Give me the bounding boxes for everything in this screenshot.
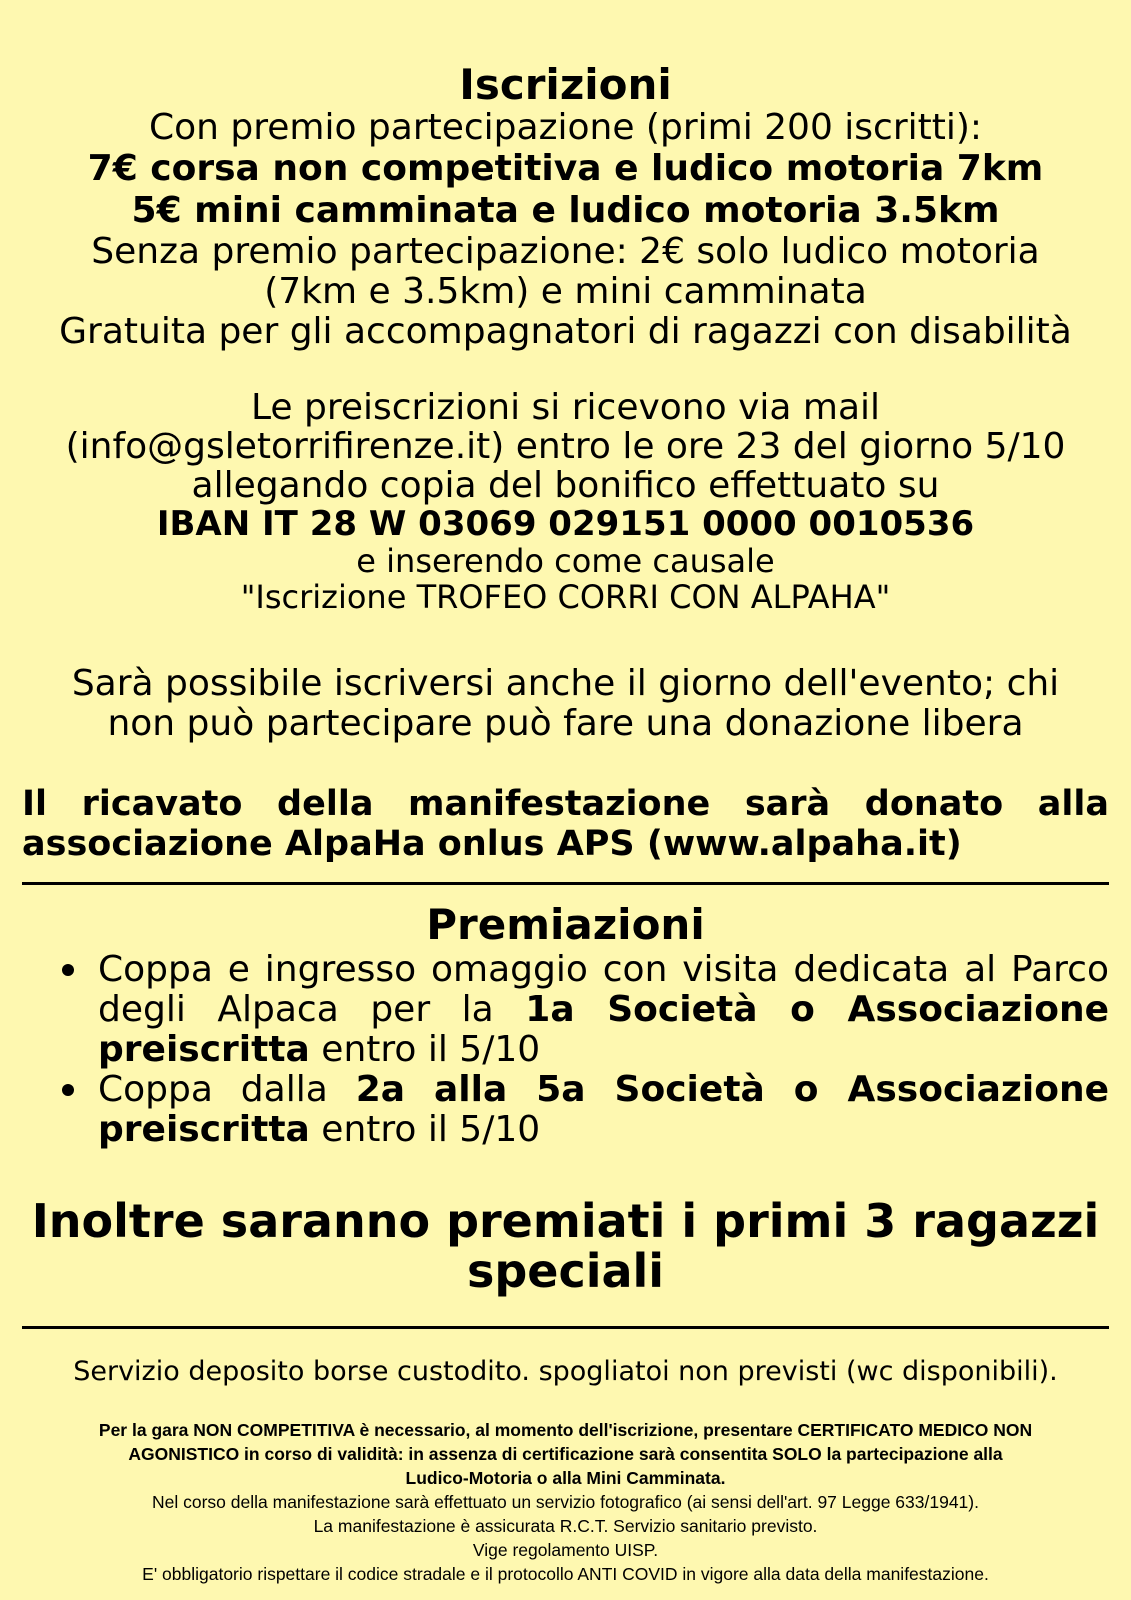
premiazioni-section: [0, 902, 1131, 948]
note-line7: E' obbligatorio rispettare il codice stradale e il protocollo ANTI COVID in vigore alla data della manifestazione.: [142, 1564, 989, 1584]
divider-top: [22, 882, 1109, 885]
evento-section: [0, 664, 1131, 744]
note-line6: Vige regolamento UISP.: [472, 1540, 659, 1560]
ricavato-line2: associazione AlpaHa onlus APS (www.alpaha.it): [22, 824, 962, 864]
preiscrizioni-line3: allegando copia del bonifico effettuato su: [191, 465, 940, 506]
award1-bold: 1a Società o Associazione preiscritta: [98, 989, 1109, 1070]
note-line5: La manifestazione è assicurata R.C.T. Servizio sanitario previsto.: [313, 1516, 818, 1536]
preiscrizioni-line1: Le preiscrizioni si ricevono via mail: [250, 387, 881, 428]
servizio-section: [0, 1356, 1131, 1388]
award2-text: Coppa dalla: [98, 1069, 356, 1110]
iscrizioni-section: [0, 62, 1131, 352]
iban: IBAN IT 28 W 03069 029151 0000 0010536: [156, 504, 975, 544]
award1-text: Coppa e ingresso omaggio con visita dedicata al Parco degli Alpaca per la: [98, 949, 1109, 1030]
price-3-5km: 5€ mini camminata e ludico motoria 3.5km: [131, 190, 1000, 231]
causale: "Iscrizione TROFEO CORRI CON ALPAHA": [240, 578, 891, 616]
senza-premio-line2: (7km e 3.5km) e mini camminata: [264, 271, 867, 312]
evento-line1: Sarà possibile iscriversi anche il giorno dell'evento; chi: [71, 663, 1060, 704]
note-bold3: Ludico-Motoria o alla Mini Camminata.: [405, 1468, 726, 1488]
iscrizioni-title: Iscrizioni: [459, 60, 672, 109]
note-bold1: Per la gara NON COMPETITIVA è necessario, al momento dell'iscrizione, presentare CERTIFICATO MEDICO NON: [98, 1420, 1033, 1440]
inoltre-section: [0, 1196, 1131, 1296]
list-item: [62, 1070, 1109, 1150]
bullet-icon: [62, 1084, 74, 1096]
preiscrizioni-line2: (info@gsletorrifirenze.it) entro le ore 23 del giorno 5/10: [65, 426, 1066, 467]
iscrizioni-subtitle: Con premio partecipazione (primi 200 iscritti):: [148, 107, 983, 148]
awards-list: [62, 950, 1109, 1150]
list-item: [62, 950, 1109, 1070]
award1-tail: entro il 5/10: [309, 1029, 541, 1070]
gratuita-line: Gratuita per gli accompagnatori di ragazzi con disabilità: [59, 311, 1072, 352]
senza-premio-line1: Senza premio partecipazione: 2€ solo ludico motoria: [91, 231, 1040, 272]
ricavato-line1: Il ricavato della manifestazione sarà donato alla: [22, 784, 1109, 824]
servizio-text: Servizio deposito borse custodito. spogliatoi non previsti (wc disponibili).: [73, 1356, 1058, 1387]
award2-bold: 2a alla 5a Società o Associazione preiscritta: [98, 1069, 1109, 1150]
evento-line2: non può partecipare può fare una donazione libera: [107, 703, 1024, 744]
divider-bottom: [22, 1326, 1109, 1329]
ricavato-section: [22, 784, 1109, 864]
award2-tail: entro il 5/10: [309, 1109, 541, 1150]
inoltre-line1: Inoltre saranno premiati i primi 3 ragazzi: [31, 1194, 1100, 1248]
preiscrizioni-section: [0, 388, 1131, 615]
preiscrizioni-line4: e inserendo come causale: [356, 542, 775, 580]
price-7km: 7€ corsa non competitiva e ludico motoria 7km: [87, 148, 1044, 189]
bullet-icon: [62, 964, 74, 976]
notes-section: [0, 1418, 1131, 1586]
inoltre-line2: speciali: [466, 1244, 665, 1298]
note-line4: Nel corso della manifestazione sarà effettuato un servizio fotografico (ai sensi dell'art. 97 Legge 633/1941).: [152, 1492, 979, 1512]
premiazioni-title: Premiazioni: [426, 900, 705, 949]
note-bold2: AGONISTICO in corso di validità: in assenza di certificazione sarà consentita SOLO la partecipazione alla: [128, 1444, 1003, 1464]
